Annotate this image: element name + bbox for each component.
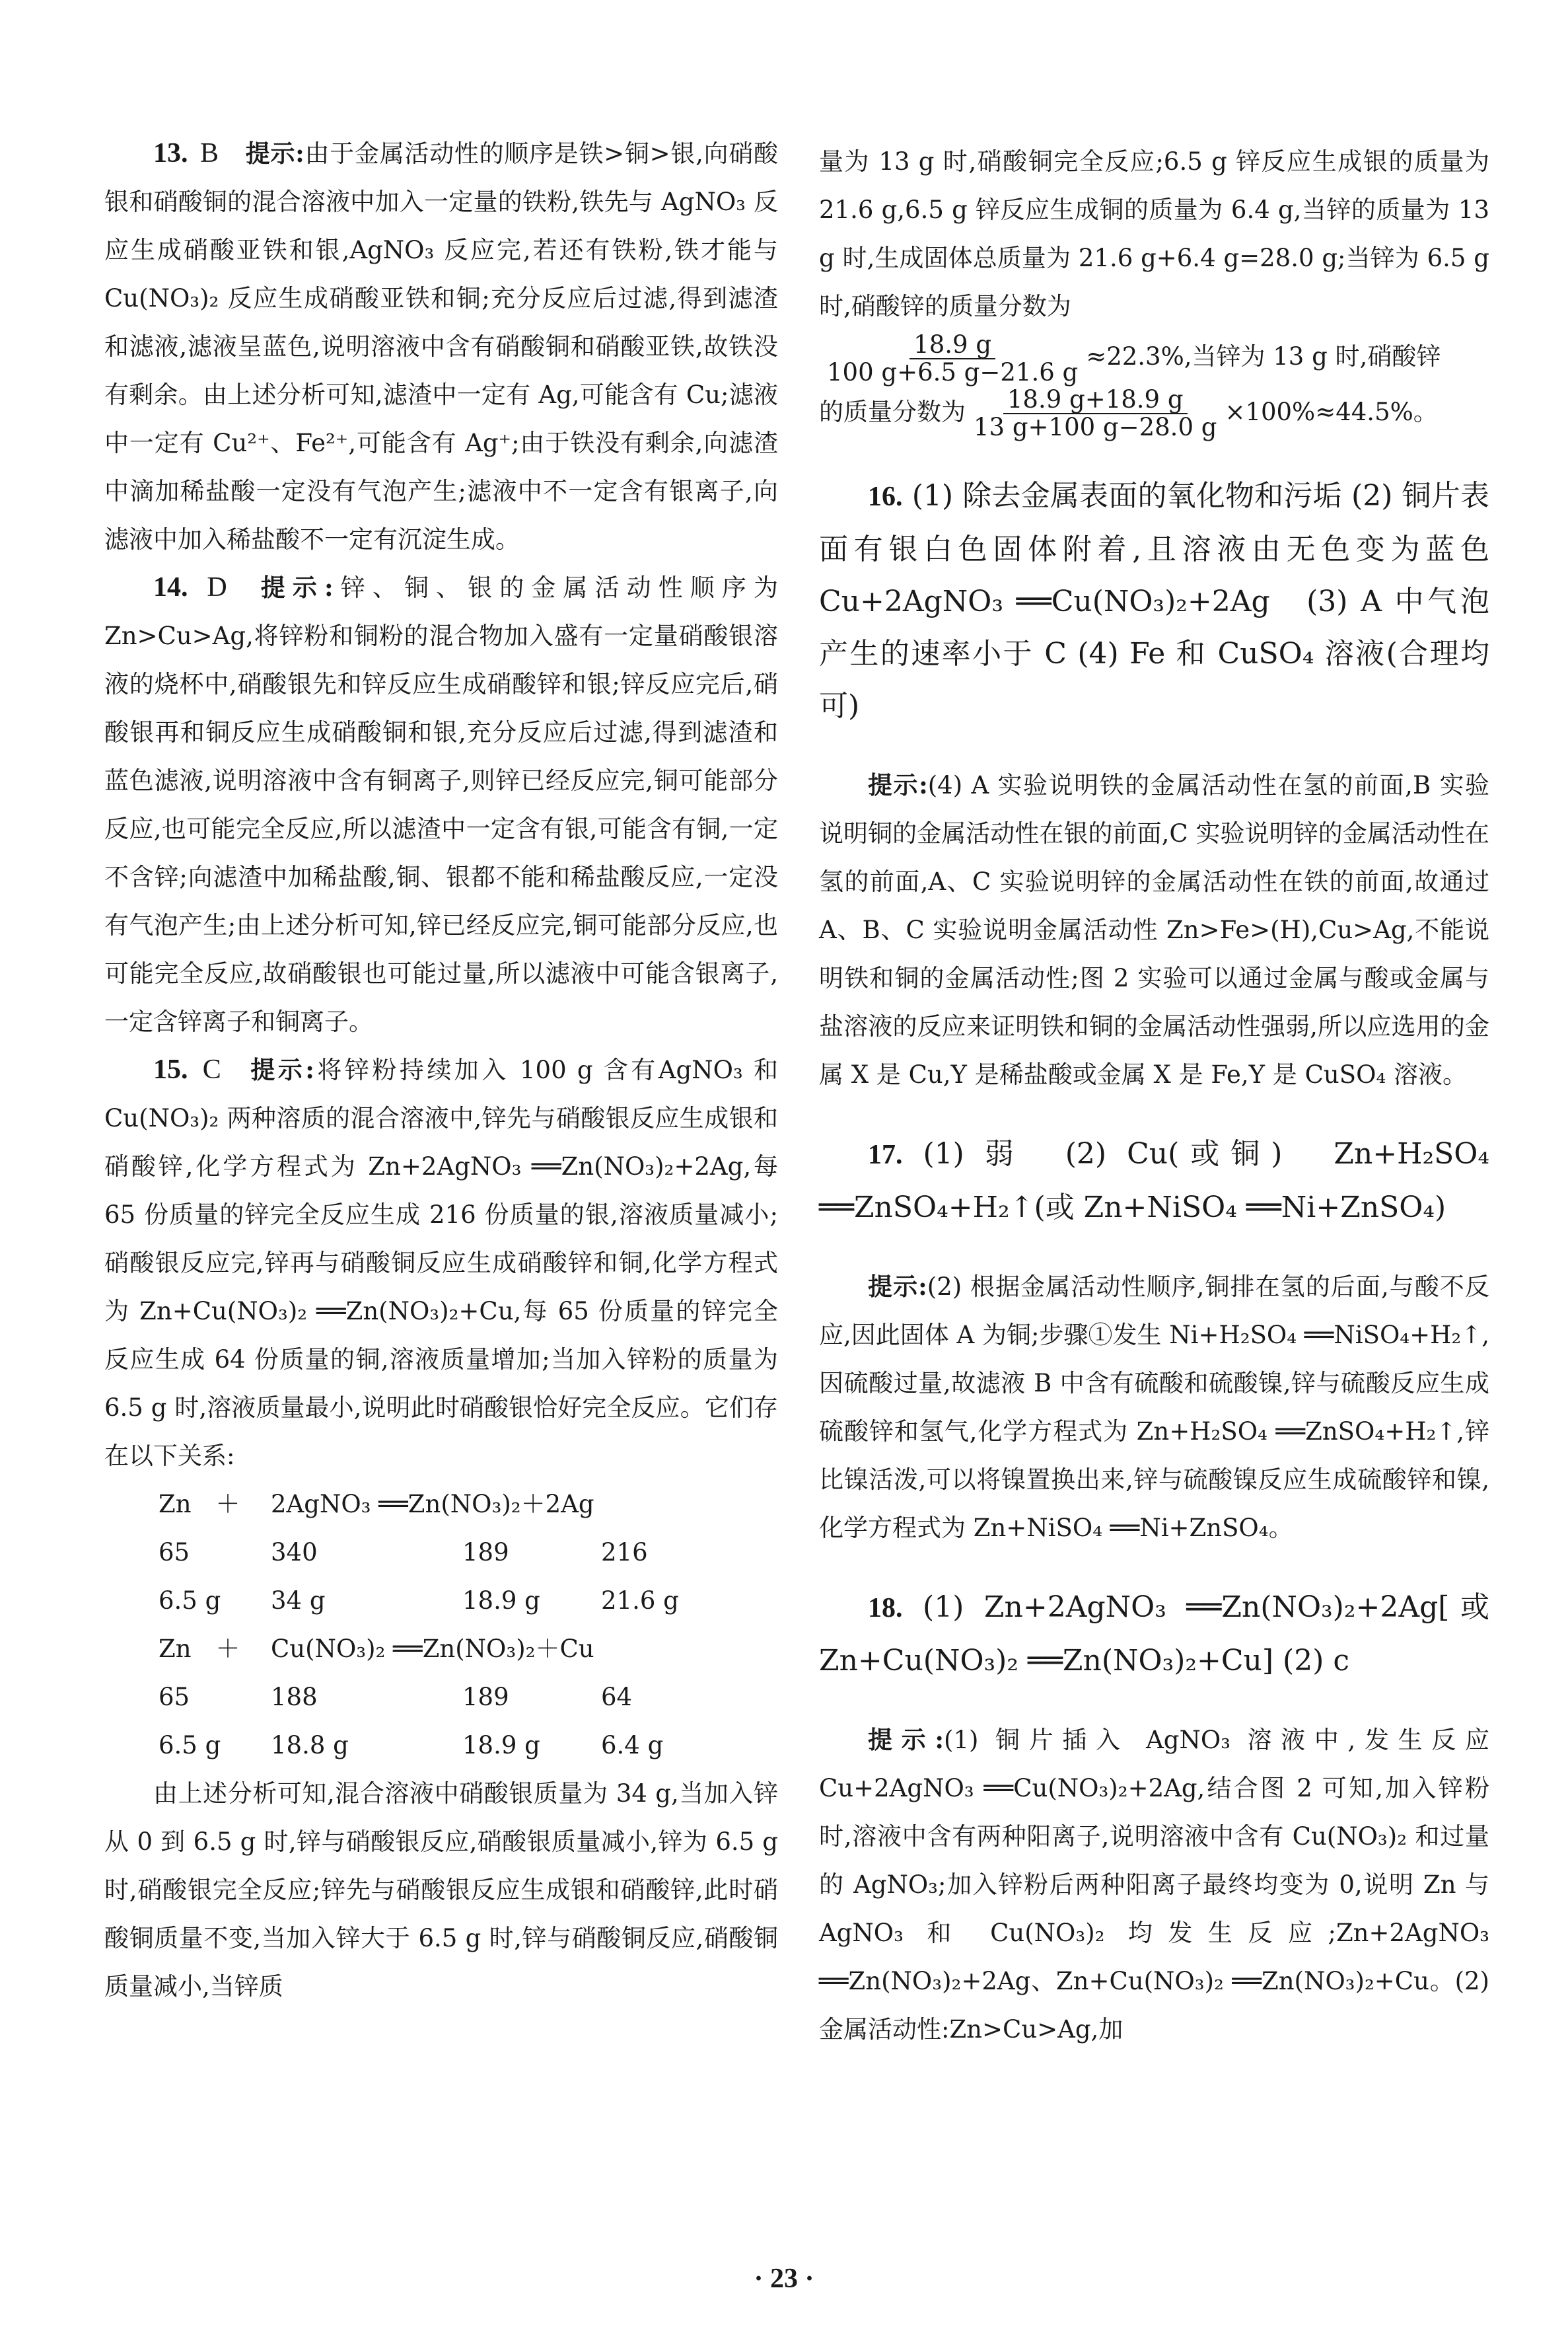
q15-block	[104, 1046, 778, 1480]
q17-hint-text: (2) 根据金属活动性顺序,铜排在氢的后面,与酸不反应,因此固体 A 为铜;步骤①发生 Ni+H₂SO₄ ══NiSO₄+H₂↑,因硫酸过量,故滤液 B 中含有硫酸和硫酸镍,锌与硫酸反应生成硫酸锌和氢气,化学方程式为 Zn+H₂SO₄ ══ZnSO₄+H₂↑,锌比镍活泼,可以将镍置换出来,锌与硫酸镍反应生成硫酸锌和镍,化学方程式为 Zn+NiSO₄ ══Ni+ZnSO₄。	[819, 1273, 1489, 1542]
q18-answer	[819, 1581, 1489, 1687]
q16-number: 16.	[868, 482, 903, 512]
eq-cell: 18.9 g	[462, 1586, 540, 1615]
q13-line1: 由于金属活动性的顺序是铁>	[304, 139, 625, 168]
eq-cell: 2AgNO₃ ══Zn(NO₃)₂＋2Ag	[271, 1490, 594, 1518]
fraction	[970, 387, 1221, 441]
page-number: · 23 ·	[754, 2264, 814, 2294]
q15-continuation: 量为 13 g 时,硝酸铜完全反应;6.5 g 锌反应生成银的质量为 21.6 g,6.5 g 锌反应生成铜的质量为 6.4 g,当锌的质量为 13 g 时,生成固体总质量为 21.6 g+6.4 g=28.0 g;当锌为 6.5 g 时,硝酸锌的质量分数为	[819, 147, 1489, 320]
q16-answer-text: (1) 除去金属表面的氧化物和污垢 (2) 铜片表面有银白色固体附着,且溶液由无色变为蓝色 Cu+2AgNO₃ ══Cu(NO₃)₂+2Ag (3) A 中气泡产生的速率小于 C (4) Fe 和 CuSO₄ 溶液(合理均可)	[819, 479, 1518, 723]
q15-fraction-2-line	[819, 386, 1489, 441]
q13-block	[104, 129, 778, 564]
eq-cell: 189	[462, 1538, 509, 1567]
q18-hint-label: 提示:	[868, 1725, 944, 1754]
q18-hint-text: (1) 铜片插入 AgNO₃ 溶液中,发生反应 Cu+2AgNO₃ ══Cu(NO₃)₂+2Ag,结合图 2 可知,加入锌粉时,溶液中含有两种阳离子,说明溶液中含有 Cu(NO₃)₂ 和过量的 AgNO₃;加入锌粉后两种阳离子最终均变为 0,说明 Zn 与 AgNO₃ 和 Cu(NO₃)₂ 均发生反应;Zn+2AgNO₃ ══Zn(NO₃)₂+2Ag、Zn+Cu(NO₃)₂ ══Zn(NO₃)₂+Cu。(2) 金属活动性:Zn>Cu>Ag,加	[819, 1726, 1489, 2044]
q13-hint-label: 提示:	[245, 139, 304, 168]
eq-row	[104, 1673, 778, 1721]
eq-cell: 34 g	[271, 1586, 326, 1615]
q15-body: AgNO₃ 和 Cu(NO₃)₂ 两种溶质的混合溶液中,锌先与硝酸银反应生成银和硝酸锌,化学方程式为 Zn+2AgNO₃ ══Zn(NO₃)₂+2Ag,每 65 份质量的锌完全反应生成 216 份质量的银,溶液质量减小;硝酸银反应完,锌再与硝酸铜反应生成硝酸锌和铜,化学方程式为 Zn+Cu(NO₃)₂ ══Zn(NO₃)₂+Cu,每 65 份质量的锌完全反应生成 64 份质量的铜,溶液质量增加;当加入锌粉的质量为 6.5 g 时,溶液质量最小,说明此时硝酸银恰好完全反应。它们存在以下关系:	[104, 1056, 778, 1470]
q16-answer	[819, 470, 1518, 732]
fraction-2-before: 的质量分数为	[819, 397, 966, 426]
fraction-denominator: 13 g+100 g−28.0 g	[974, 413, 1217, 441]
eq-cell: 188	[271, 1683, 318, 1711]
eq-cell: 18.9 g	[462, 1731, 540, 1759]
eq-cell: 65	[159, 1538, 190, 1567]
q13-body: 铜>银,向硝酸银和硝酸铜的混合溶液中加入一定量的铁粉,铁先与 AgNO₃ 反应生成硝酸亚铁和银,AgNO₃ 反应完,若还有铁粉,铁才能与 Cu(NO₃)₂ 反应生成硝酸亚铁和铜;充分反应后过滤,得到滤渣和滤液,滤液呈蓝色,说明溶液中含有硝酸铜和硝酸亚铁,故铁没有剩余。由上述分析可知,滤渣中一定有 Ag,可能含有 Cu;滤液中一定有 Cu²⁺、Fe²⁺,可能含有 Ag⁺;由于铁没有剩余,向滤渣中滴加稀盐酸一定没有气泡产生;滤液中不一定含有银离子,向滤液中加入稀盐酸不一定有沉淀生成。	[104, 139, 778, 554]
right-column	[819, 137, 1518, 2053]
eq-row	[104, 1576, 778, 1625]
eq-cell: 21.6 g	[601, 1586, 679, 1615]
eq-cell: Zn ＋	[159, 1490, 240, 1518]
q16-hint	[819, 761, 1489, 1099]
q14-choice: D	[207, 572, 227, 603]
eq-cell: Zn ＋	[159, 1635, 240, 1663]
eq-cell: 6.4 g	[601, 1731, 664, 1759]
q15-equation-table	[104, 1480, 778, 1769]
q17-answer-text: (1) 弱 (2) Cu(或铜) Zn+H₂SO₄ ══ZnSO₄+H₂↑(或 Zn+NiSO₄ ══Ni+ZnSO₄)	[819, 1137, 1489, 1224]
fraction-numerator: 18.9 g+18.9 g	[1003, 387, 1188, 414]
fraction-numerator: 18.9 g	[909, 332, 995, 359]
eq-row	[104, 1528, 778, 1576]
q17-answer	[819, 1128, 1489, 1234]
eq-cell: 64	[601, 1683, 633, 1711]
q14-line1: 锌、铜、银的金属活动性顺序为	[333, 573, 778, 602]
fraction	[823, 332, 1082, 386]
eq-row	[104, 1625, 778, 1673]
q14-number: 14.	[153, 572, 188, 603]
eq-cell: 340	[271, 1538, 318, 1567]
q17-hint-label: 提示:	[868, 1272, 927, 1301]
q14-body: Zn>Cu>Ag,将锌粉和铜粉的混合物加入盛有一定量硝酸银溶液的烧杯中,硝酸银先和锌反应生成硝酸锌和银;锌反应完后,硝酸银再和铜反应生成硝酸铜和银,充分反应后过滤,得到滤渣和蓝色滤液,说明溶液中含有铜离子,则锌已经反应完,铜可能部分反应,也可能完全反应,所以滤渣中一定含有银,可能含有铜,一定不含锌;向滤渣中加稀盐酸,铜、银都不能和稀盐酸反应,一定没有气泡产生;由上述分析可知,锌已经反应完,铜可能部分反应,也可能完全反应,故硝酸银也可能过量,所以滤液中可能含银离子,一定含锌离子和铜离子。	[104, 622, 778, 1036]
q15-choice: C	[202, 1054, 221, 1085]
q16-hint-text: (4) A 实验说明铁的金属活动性在氢的前面,B 实验说明铜的金属活动性在银的前面,C 实验说明锌的金属活动性在氢的前面,A、C 实验说明锌的金属活动性在铁的前面,故通过 A、B、C 实验说明金属活动性 Zn>Fe>(H),Cu>Ag,不能说明铁和铜的金属活动性;图 2 实验可以通过金属与酸或金属与盐溶液的反应来证明铁和铜的金属活动性强弱,所以应选用的金属 X 是 Cu,Y 是稀盐酸或金属 X 是 Fe,Y 是 CuSO₄ 溶液。	[819, 771, 1489, 1089]
left-column	[104, 129, 778, 2011]
q17-hint	[819, 1263, 1489, 1552]
q15-line1: 将锌粉持续加入 100 g 含有	[314, 1056, 659, 1084]
fraction-denominator: 100 g+6.5 g−21.6 g	[827, 357, 1079, 387]
q13-choice: B	[199, 138, 219, 168]
eq-cell: 6.5 g	[159, 1731, 221, 1759]
fraction-2-after: ×100%≈44.5%。	[1225, 397, 1438, 426]
q15-analysis: 由上述分析可知,混合溶液中硝酸银质量为 34 g,当加入锌从 0 到 6.5 g 时,锌与硝酸银反应,硝酸银质量减小,锌为 6.5 g 时,硝酸银完全反应;锌先与硝酸银反应生成银和硝酸锌,此时硝酸铜质量不变,当加入锌大于 6.5 g 时,锌与硝酸铜反应,硝酸铜质量减小,当锌质	[104, 1779, 778, 2001]
q17-number: 17.	[868, 1140, 903, 1170]
q13-number: 13.	[153, 138, 188, 168]
eq-cell: 189	[462, 1683, 509, 1711]
q15-fraction-1-line	[819, 330, 1489, 386]
eq-cell: 6.5 g	[159, 1586, 221, 1615]
q18-number: 18.	[868, 1593, 903, 1623]
q15-hint-label: 提示:	[247, 1055, 314, 1084]
eq-cell: Cu(NO₃)₂ ══Zn(NO₃)₂＋Cu	[271, 1635, 594, 1663]
q16-hint-label: 提示:	[868, 770, 928, 799]
q15-number: 15.	[153, 1054, 188, 1085]
eq-cell: 216	[601, 1538, 648, 1567]
q18-hint	[819, 1716, 1489, 2053]
eq-row	[104, 1721, 778, 1769]
eq-cell: 18.8 g	[271, 1731, 349, 1759]
q14-hint-label: 提示:	[253, 573, 334, 602]
fraction-1-after: ≈22.3%,当锌为 13 g 时,硝酸锌	[1086, 342, 1441, 371]
eq-cell: 65	[159, 1683, 190, 1711]
eq-row	[104, 1480, 778, 1528]
q14-block	[104, 564, 778, 1046]
q18-answer-text: (1) Zn+2AgNO₃ ══Zn(NO₃)₂+2Ag[或 Zn+Cu(NO₃)₂ ══Zn(NO₃)₂+Cu] (2) c	[819, 1590, 1489, 1678]
